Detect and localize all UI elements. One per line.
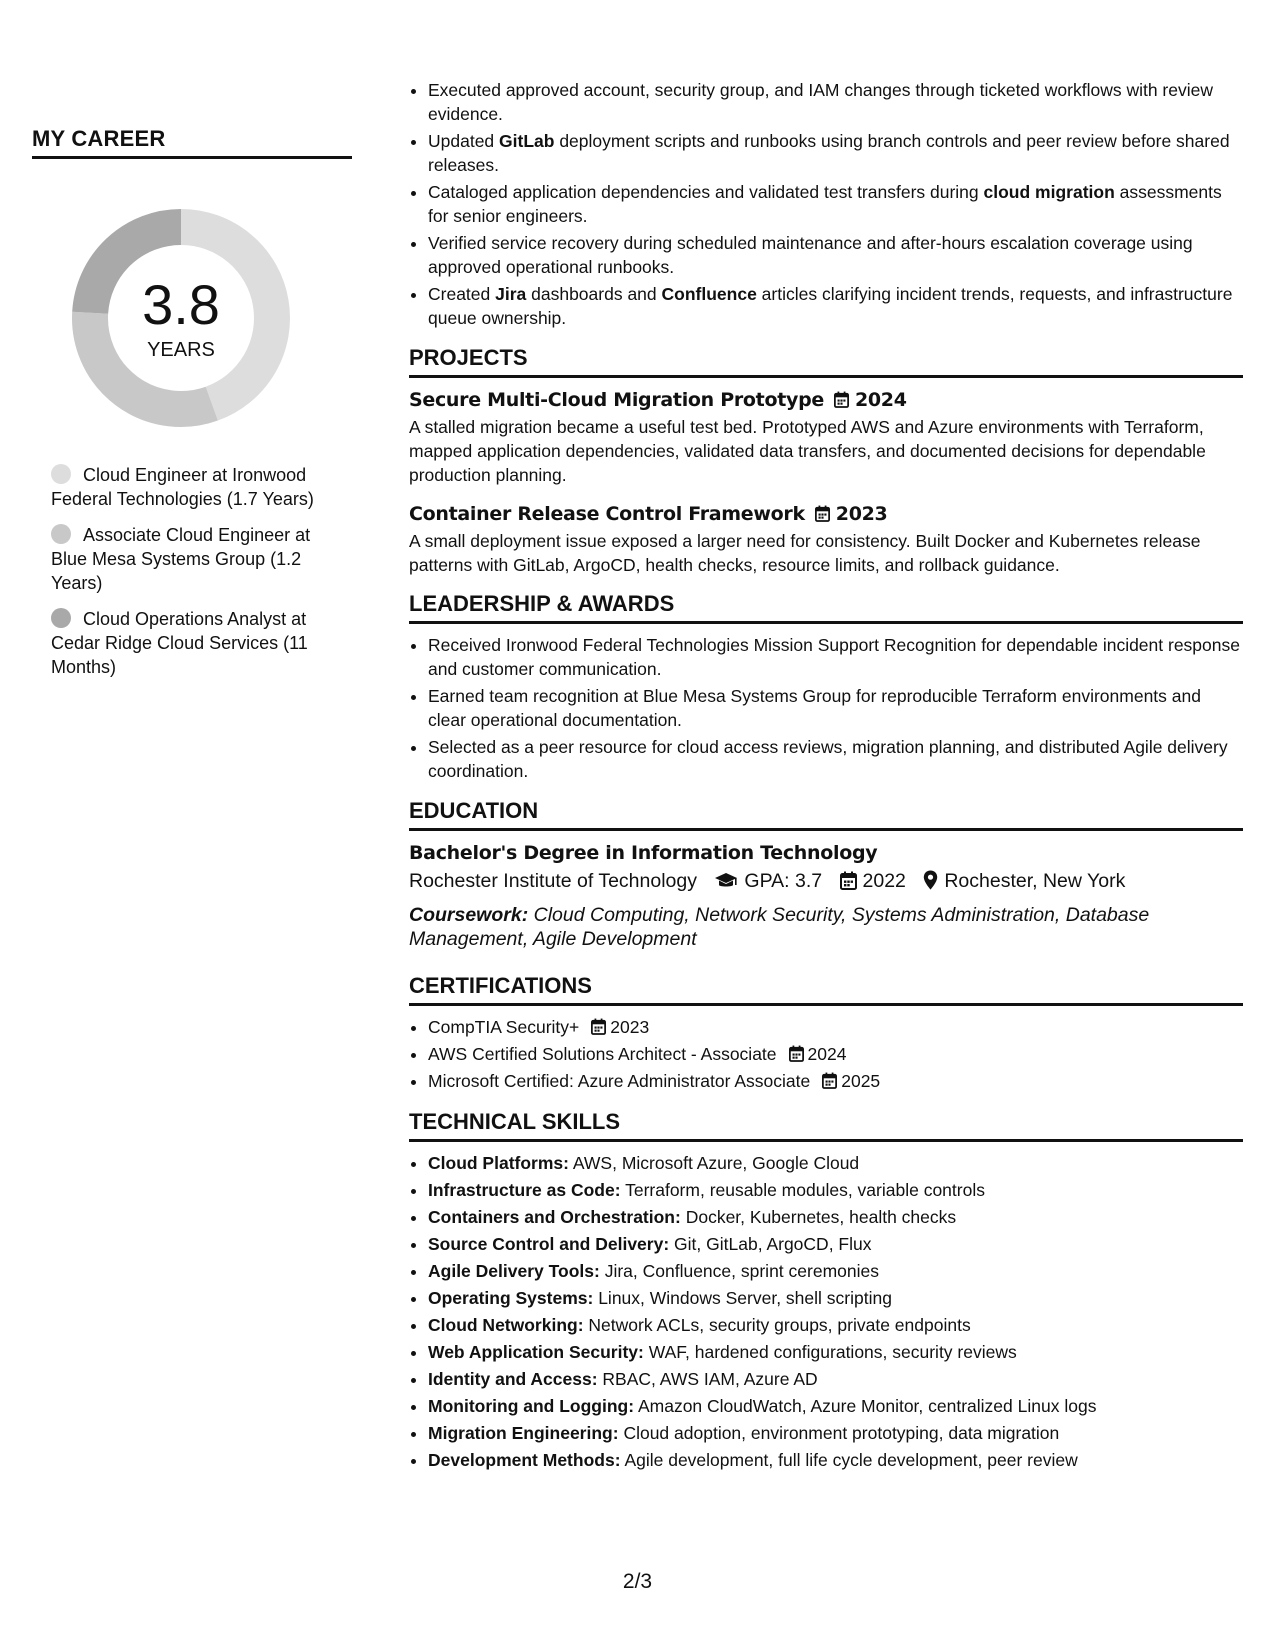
skill-item (428, 1421, 1243, 1445)
skill-label: Containers and Orchestration: (428, 1207, 681, 1227)
experience-bullet (428, 129, 1243, 177)
project-title-row (409, 501, 1243, 527)
career-total-unit: YEARS (147, 339, 215, 361)
experience-bullet (428, 78, 1243, 126)
leadership-list (409, 633, 1243, 783)
project-name: Secure Multi-Cloud Migration Prototype (409, 389, 824, 411)
skill-item (428, 1178, 1243, 1202)
project-year: 2023 (835, 503, 888, 525)
school-name: Rochester Institute of Technology (409, 870, 697, 892)
certification-name: CompTIA Security+ (428, 1017, 580, 1037)
skill-item (428, 1151, 1243, 1175)
experience-bullet (428, 282, 1243, 330)
skill-value: Amazon CloudWatch, Azure Monitor, centralized Linux logs (637, 1396, 1097, 1416)
experience-bullet (428, 231, 1243, 279)
skill-value: Agile development, full life cycle development, peer review (624, 1450, 1078, 1470)
main-content (409, 78, 1243, 1475)
skill-value: Network ACLs, security groups, private endpoints (588, 1315, 971, 1335)
leadership-heading: LEADERSHIP & AWARDS (409, 591, 1243, 624)
bullet-text: deployment scripts and runbooks using branch controls and peer review before shared releases. (428, 131, 1230, 175)
bullet-keyword: Jira (495, 284, 527, 304)
bullet-keyword: cloud migration (983, 182, 1115, 202)
career-legend-item (51, 523, 341, 595)
bullet-text: assessments for senior engineers. (428, 182, 1222, 226)
legend-dot (51, 608, 71, 628)
skill-label: Migration Engineering: (428, 1423, 619, 1443)
leadership-item: • Received Ironwood Federal Technologies Mission Support Recognition for dependable incident response and customer communication. (428, 633, 1243, 681)
skill-item (428, 1367, 1243, 1391)
skill-label: Source Control and Delivery: (428, 1234, 670, 1254)
calendar-icon (822, 1071, 837, 1088)
certification-year: 2023 (610, 1017, 650, 1037)
certification-item (428, 1015, 1243, 1039)
leadership-item: • Earned team recognition at Blue Mesa Systems Group for reproducible Terraform environments and clear operational documentation. (428, 684, 1243, 732)
skill-item (428, 1205, 1243, 1229)
career-total-value: 3.8 (142, 273, 220, 336)
certification-name: AWS Certified Solutions Architect - Associate (428, 1044, 777, 1064)
leadership-item: • Selected as a peer resource for cloud access reviews, migration planning, and distributed Agile delivery coordination. (428, 735, 1243, 783)
skill-value: Cloud adoption, environment prototyping, data migration (623, 1423, 1060, 1443)
projects-heading: PROJECTS (409, 345, 1243, 378)
projects-section (409, 387, 1243, 577)
skill-value: Jira, Confluence, sprint ceremonies (604, 1261, 879, 1281)
skill-label: Identity and Access: (428, 1369, 598, 1389)
certifications-list (409, 1015, 1243, 1093)
skill-label: Agile Delivery Tools: (428, 1261, 600, 1281)
skill-item (428, 1286, 1243, 1310)
education-details (409, 866, 1243, 899)
coursework (409, 903, 1243, 951)
skill-value: RBAC, AWS IAM, Azure AD (602, 1369, 818, 1389)
legend-label: Cloud Engineer at Ironwood Federal Technologies (1.7 Years) (51, 465, 314, 509)
skill-item (428, 1394, 1243, 1418)
bullet-text: articles clarifying incident trends, requests, and infrastructure queue ownership. (428, 284, 1233, 328)
certification-item (428, 1069, 1243, 1093)
bullet-text: dashboards and (526, 284, 662, 304)
skill-value: Terraform, reusable modules, variable controls (625, 1180, 985, 1200)
project-year: 2024 (854, 389, 907, 411)
page-number: 2/3 (622, 1570, 653, 1593)
project-description: A small deployment issue exposed a larger need for consistency. Built Docker and Kubernetes release patterns with GitLab, ArgoCD, health checks, resource limits, and rollback guidance. (409, 531, 1201, 575)
skill-label: Cloud Networking: (428, 1315, 584, 1335)
career-legend-item (51, 463, 341, 511)
career-legend (51, 463, 341, 679)
legend-label: Associate Cloud Engineer at Blue Mesa Systems Group (1.2 Years) (51, 525, 311, 593)
skill-item (428, 1232, 1243, 1256)
project-name: Container Release Control Framework (409, 503, 805, 525)
calendar-icon (591, 1017, 606, 1034)
skill-label: Development Methods: (428, 1450, 621, 1470)
bullet-text: Executed approved account, security group, and IAM changes through ticketed workflows with review evidence. (428, 80, 1213, 124)
experience-bullet (428, 180, 1243, 228)
skills-list (409, 1151, 1243, 1472)
coursework-label: Coursework: (409, 904, 529, 926)
skill-value: Linux, Windows Server, shell scripting (598, 1288, 892, 1308)
calendar-icon (789, 1044, 804, 1061)
skill-label: Infrastructure as Code: (428, 1180, 621, 1200)
calendar-icon (834, 389, 849, 406)
bullet-text: Cataloged application dependencies and validated test transfers during (428, 182, 984, 202)
certification-name: Microsoft Certified: Azure Administrator Associate (428, 1071, 811, 1091)
coursework-list: Cloud Computing, Network Security, Systems Administration, Database Management, Agile Development (409, 904, 1150, 950)
bullet-keyword: GitLab (499, 131, 555, 151)
skill-value: AWS, Microsoft Azure, Google Cloud (572, 1153, 860, 1173)
calendar-icon (815, 503, 830, 520)
education-heading: EDUCATION (409, 798, 1243, 831)
skill-label: Monitoring and Logging: (428, 1396, 635, 1416)
skill-item (428, 1448, 1243, 1472)
certification-year: 2025 (841, 1071, 881, 1091)
career-donut-chart (66, 203, 296, 433)
skill-label: Cloud Platforms: (428, 1153, 569, 1173)
bullet-keyword: Confluence (661, 284, 757, 304)
career-legend-item (51, 607, 341, 679)
project-title-row (409, 387, 1243, 413)
bullet-text: Verified service recovery during scheduled maintenance and after-hours escalation coverage using approved operational runbooks. (428, 233, 1193, 277)
legend-dot (51, 464, 71, 484)
certification-item (428, 1042, 1243, 1066)
skill-item (428, 1313, 1243, 1337)
gpa: GPA: 3.7 (744, 870, 823, 892)
certification-year: 2024 (807, 1044, 847, 1064)
project-description: A stalled migration became a useful test bed. Prototyped AWS and Azure environments with Terraform, mapped application dependencies, validated data transfers, and documented decisions for dependable production planning. (409, 417, 1206, 485)
skill-item (428, 1259, 1243, 1283)
career-sidebar (32, 126, 352, 691)
degree-title: Bachelor's Degree in Information Technology (409, 842, 878, 864)
certifications-heading: CERTIFICATIONS (409, 973, 1243, 1006)
graduation-cap-icon (714, 869, 738, 899)
skill-item (428, 1340, 1243, 1364)
experience-bullet-list (409, 78, 1243, 330)
skills-heading: TECHNICAL SKILLS (409, 1109, 1243, 1142)
bullet-text: Created (428, 284, 496, 304)
school-location: Rochester, New York (944, 870, 1126, 892)
skill-value: Docker, Kubernetes, health checks (685, 1207, 957, 1227)
map-pin-icon (923, 869, 938, 899)
skill-value: WAF, hardened configurations, security reviews (648, 1342, 1017, 1362)
legend-dot (51, 524, 71, 544)
skill-value: Git, GitLab, ArgoCD, Flux (674, 1234, 872, 1254)
calendar-icon (840, 869, 857, 899)
career-title: MY CAREER (32, 126, 352, 159)
legend-label: Cloud Operations Analyst at Cedar Ridge Cloud Services (11 Months) (51, 609, 308, 677)
bullet-text: Updated (428, 131, 500, 151)
skill-label: Operating Systems: (428, 1288, 594, 1308)
skill-label: Web Application Security: (428, 1342, 644, 1362)
graduation-year: 2022 (862, 870, 906, 892)
education-section (409, 840, 1243, 951)
donut-center (66, 203, 296, 433)
